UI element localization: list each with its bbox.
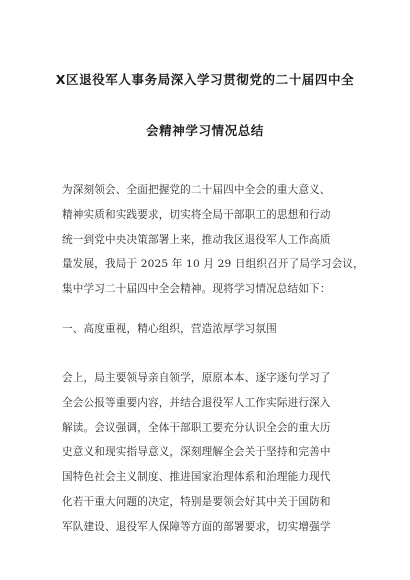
- paragraph-line: 集中学习二十届四中全会精神。现将学习情况总结如下：: [62, 283, 331, 296]
- paragraph-line: 会上，局主要领导亲自领学，原原本本、逐字逐句学习了: [62, 372, 331, 384]
- section-1-paragraph: [62, 366, 352, 540]
- paragraph-line: 化若干重大问题的决定，特别是要领会好其中关于国防和: [62, 495, 331, 508]
- paragraph-line: 解读。会议强调，全体干部职工要充分认识全会的重大历: [62, 421, 331, 434]
- paragraph-line: 精神实质和实践要求，切实将全局干部职工的思想和行动: [62, 208, 331, 221]
- paragraph-line: 为深刻领会、全面把握党的二十届四中全会的重大意义、: [62, 184, 331, 196]
- document-title-line-1: X区退役军人事务局深入学习贯彻党的二十届四中全: [55, 72, 355, 87]
- paragraph-line: 国特色社会主义制度、推进国家治理体系和治理能力现代: [62, 471, 331, 484]
- paragraph-line: 军队建设、退役军人保障等方面的部署要求，切实增强学: [62, 520, 331, 533]
- paragraph-line: 史意义和现实指导意义，深刻理解全会关于坚持和完善中: [62, 446, 331, 459]
- intro-paragraph: [62, 178, 364, 302]
- paragraph-line: 量发展，我局于 2025 年 10 月 29 日组织召开了局学习会议，: [62, 258, 364, 271]
- paragraph-line: 统一到党中央决策部署上来，推动我区退役军人工作高质: [62, 233, 331, 246]
- section-heading-1: 一、高度重视，精心组织，营造浓厚学习氛围: [62, 323, 277, 335]
- document-title-line-2: 会精神学习情况总结: [146, 123, 264, 138]
- paragraph-line: 全会公报等重要内容，并结合退役军人工作实际进行深入: [62, 396, 331, 409]
